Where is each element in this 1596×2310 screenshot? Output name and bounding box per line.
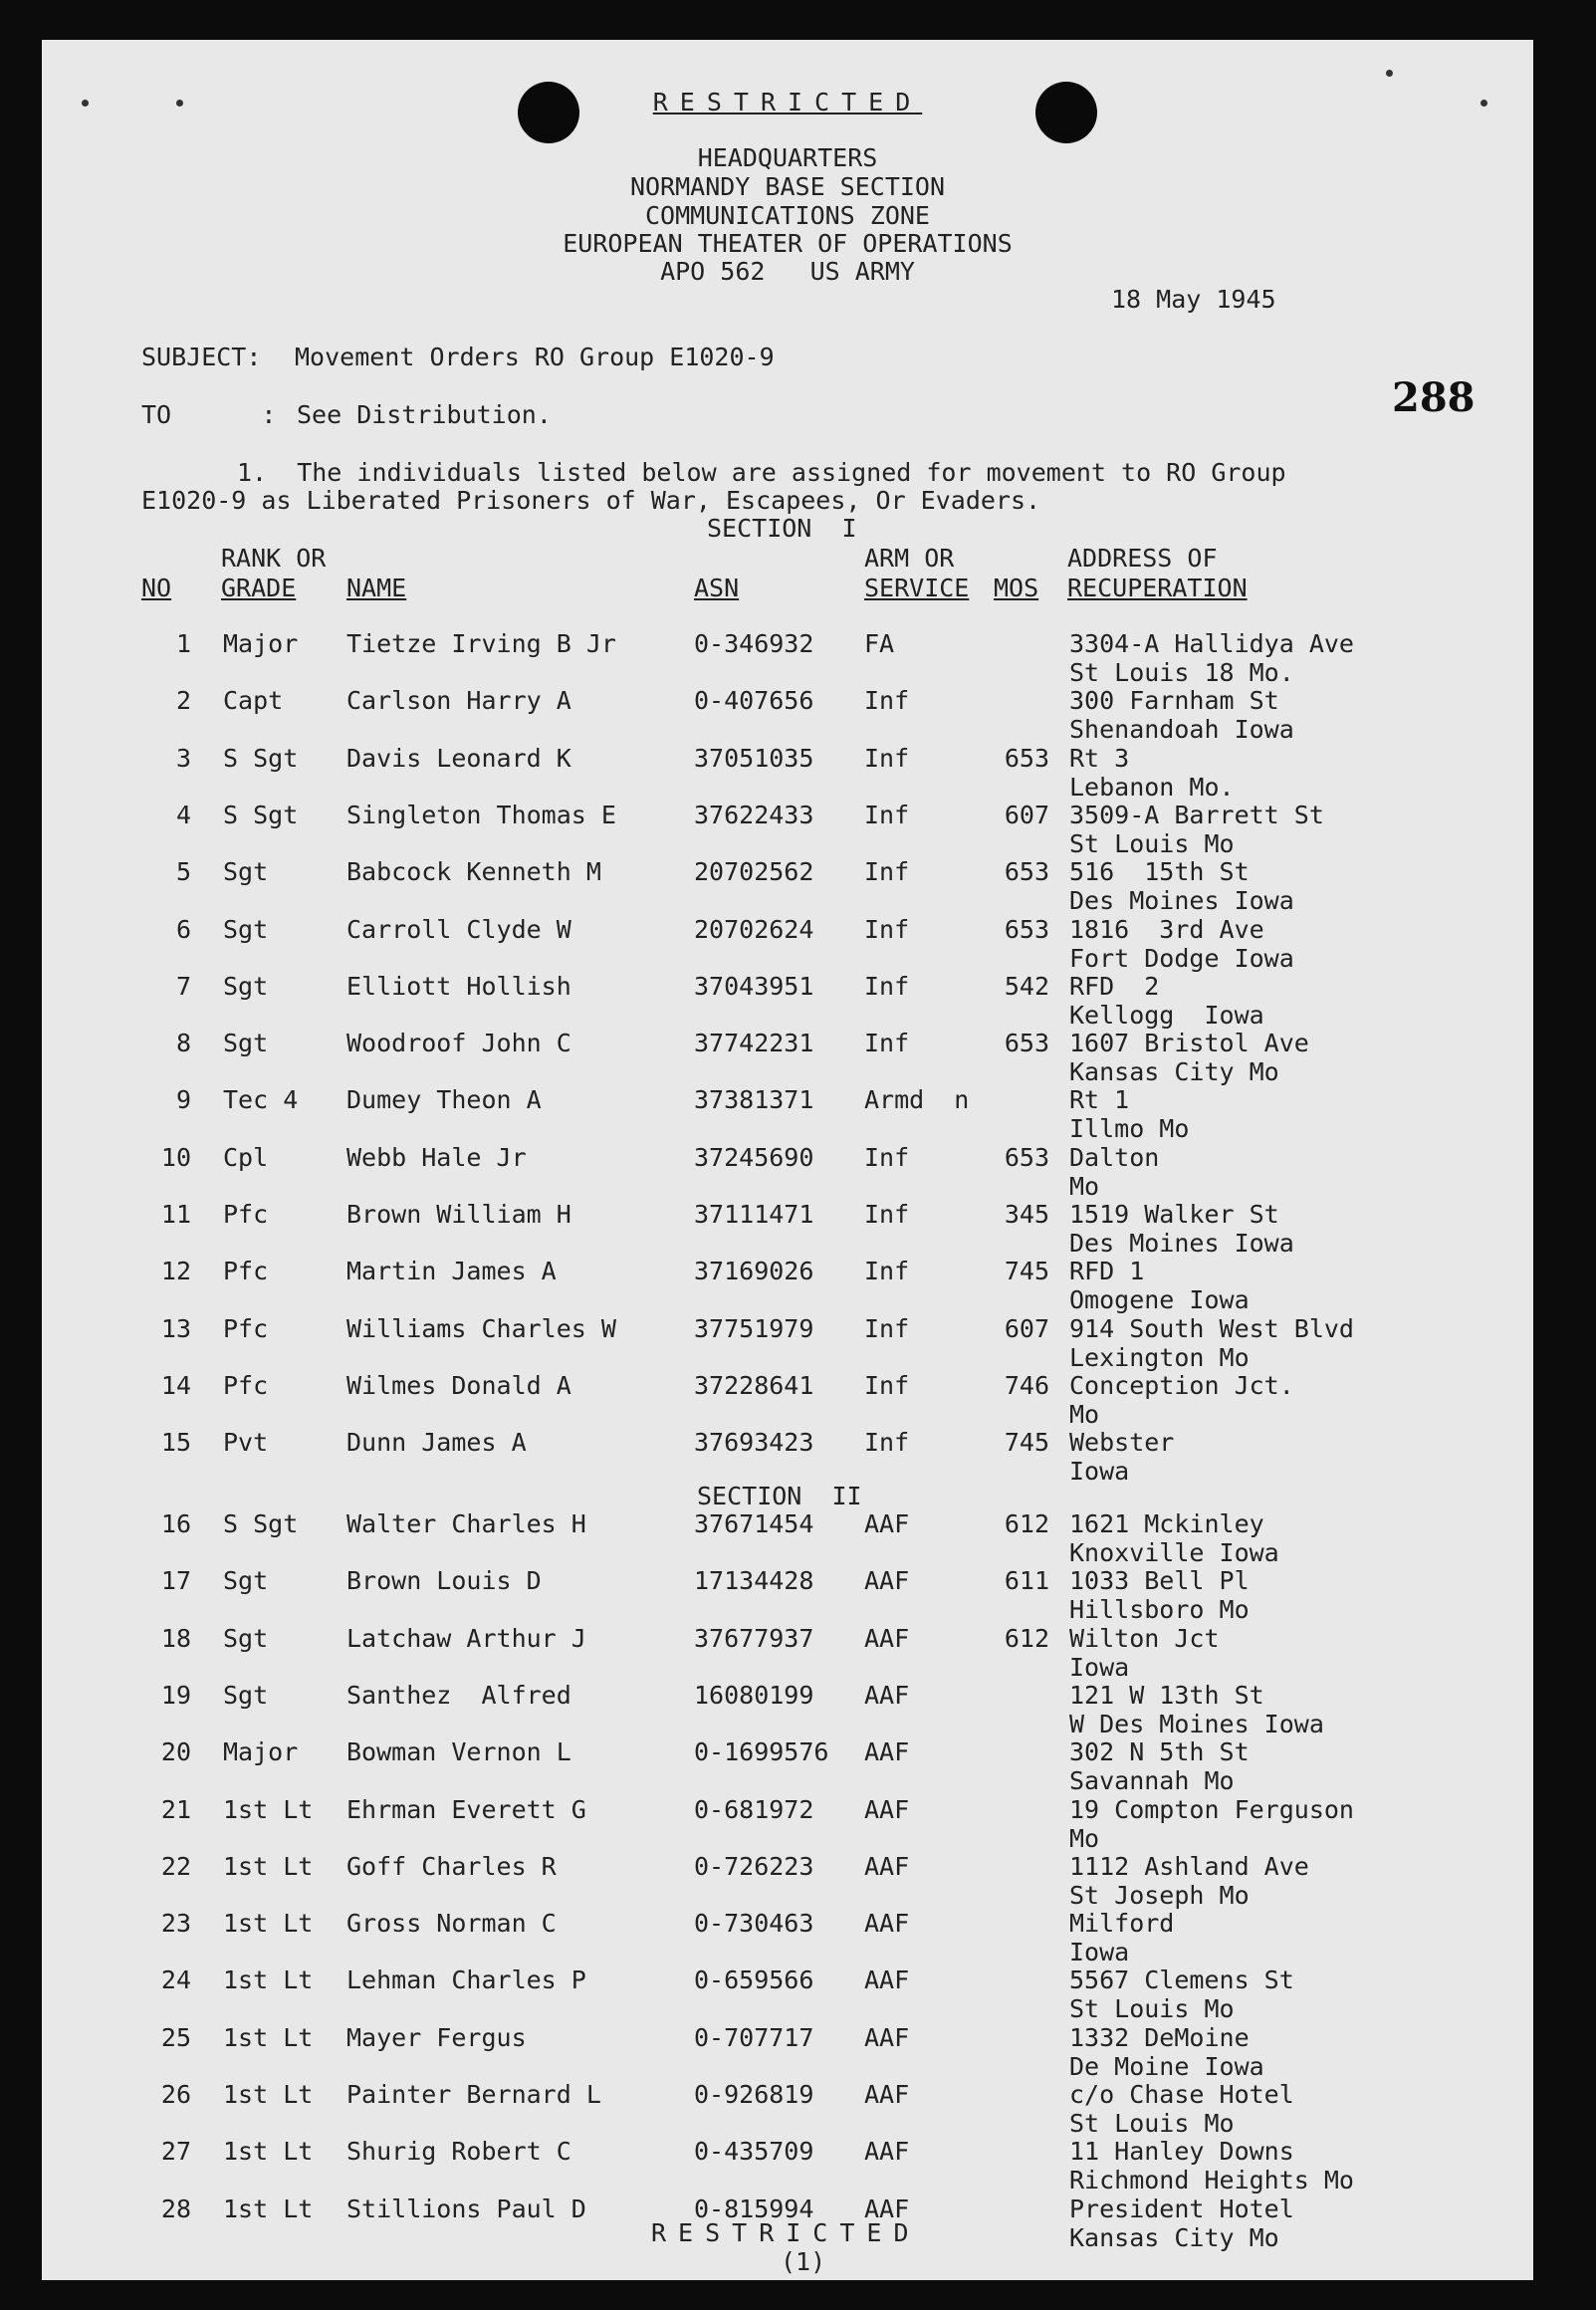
row-asn: 0-926819 (694, 2080, 814, 2109)
row-rank: 1st Lt (223, 2022, 314, 2052)
row-address-line-2: Kansas City Mo (1069, 1057, 1279, 1087)
footer-page: (1) (781, 2247, 826, 2276)
row-number: 7 (175, 971, 191, 1001)
row-number: 24 (160, 1965, 191, 1995)
row-name: Woodroof John C (346, 1029, 571, 1058)
row-address-line-1: Dalton (1069, 1142, 1160, 1172)
row-asn: 0-815994 (694, 2194, 814, 2223)
row-arm: AAF (864, 1623, 910, 1653)
header-no: NO (141, 574, 172, 602)
row-address-line-1: 1112 Ashland Ave (1069, 1851, 1309, 1881)
row-number: 25 (160, 2022, 191, 2052)
row-rank: S Sgt (223, 800, 299, 829)
row-name: Elliott Hollish (346, 971, 571, 1001)
row-asn: 16080199 (694, 1680, 814, 1710)
table-row (42, 1624, 1533, 1680)
row-address-line-1: 19 Compton Ferguson (1069, 1794, 1354, 1824)
row-asn: 20702562 (694, 857, 814, 887)
row-asn: 37677937 (694, 1623, 814, 1653)
row-name: Singleton Thomas E (346, 800, 616, 829)
row-arm: AAF (864, 1737, 910, 1767)
row-arm: AAF (864, 1909, 910, 1939)
row-asn: 0-681972 (694, 1794, 814, 1824)
row-arm: Inf (864, 1142, 910, 1172)
row-address-line-1: 300 Farnham St (1069, 686, 1279, 716)
table-row (42, 1795, 1533, 1851)
row-address-line-2: Knoxville Iowa (1069, 1538, 1279, 1567)
row-number: 23 (160, 1909, 191, 1939)
row-arm: Inf (864, 1370, 910, 1400)
row-asn: 37111471 (694, 1200, 814, 1229)
row-arm: AAF (864, 1566, 910, 1596)
table-row (42, 1965, 1533, 2024)
subject-text: Movement Orders RO Group E1020-9 (295, 343, 775, 371)
row-name: Walter Charles H (346, 1509, 586, 1538)
row-name: Santhez Alfred (346, 1680, 571, 1710)
letterhead-line-4: EUROPEAN THEATER OF OPERATIONS (563, 229, 1013, 258)
row-address-line-1: 3304-A Hallidya Ave (1069, 629, 1354, 658)
row-rank: Sgt (223, 1623, 269, 1653)
row-address-line-1: Wilton Jct (1069, 1623, 1220, 1653)
row-number: 27 (160, 2137, 191, 2167)
row-number: 26 (160, 2080, 191, 2109)
row-name: Gross Norman C (346, 1909, 557, 1939)
row-number: 20 (160, 1737, 191, 1767)
row-arm: Inf (864, 743, 910, 773)
speck (1481, 100, 1487, 107)
row-rank: Tec 4 (223, 1085, 299, 1115)
row-rank: Major (223, 629, 299, 658)
row-name: Davis Leonard K (346, 743, 571, 773)
row-name: Carroll Clyde W (346, 914, 571, 944)
row-address-line-1: 516 15th St (1069, 857, 1250, 887)
table-row (42, 629, 1533, 685)
table-row (42, 1566, 1533, 1625)
row-number: 28 (160, 2194, 191, 2223)
row-arm: Inf (864, 857, 910, 887)
table-row (42, 1200, 1533, 1256)
row-name: Shurig Robert C (346, 2137, 571, 2167)
table-row (42, 1852, 1533, 1908)
row-name: Goff Charles R (346, 1851, 557, 1881)
row-rank: Major (223, 1737, 299, 1767)
row-arm: Inf (864, 686, 910, 716)
row-number: 2 (175, 686, 191, 716)
row-address-line-2: Lebanon Mo. (1069, 772, 1235, 802)
row-asn: 0-659566 (694, 1965, 814, 1995)
row-address-line-1: RFD 1 (1069, 1257, 1145, 1286)
row-address-line-1: 1332 DeMoine (1069, 2022, 1250, 2052)
row-address-line-2: Richmond Heights Mo (1069, 2166, 1354, 2195)
row-address-line-1: 302 N 5th St (1069, 1737, 1250, 1767)
row-number: 16 (160, 1509, 191, 1538)
row-rank: Capt (223, 686, 284, 716)
row-mos: 653 (1004, 1142, 1049, 1172)
row-number: 9 (175, 1085, 191, 1115)
row-address-line-1: Rt 3 (1069, 743, 1130, 773)
row-address-line-2: Lexington Mo (1069, 1342, 1250, 1372)
row-address-line-1: 121 W 13th St (1069, 1680, 1264, 1710)
row-name: Ehrman Everett G (346, 1794, 586, 1824)
header-mos: MOS (994, 574, 1039, 602)
row-mos: 611 (1004, 1566, 1049, 1596)
row-asn: 37693423 (694, 1428, 814, 1458)
row-address-line-1: 1607 Bristol Ave (1069, 1029, 1309, 1058)
table-row (42, 1143, 1533, 1199)
classification-bottom: RESTRICTED (651, 2218, 921, 2247)
row-address-line-1: 1519 Walker St (1069, 1200, 1279, 1229)
row-arm: Inf (864, 971, 910, 1001)
row-name: Webb Hale Jr (346, 1142, 527, 1172)
row-mos: 653 (1004, 914, 1049, 944)
row-rank: 1st Lt (223, 1851, 314, 1881)
header-asn: ASN (694, 574, 740, 602)
letterhead-line-1: HEADQUARTERS (697, 143, 878, 172)
letterhead-line-3: COMMUNICATIONS ZONE (645, 201, 930, 230)
row-arm: AAF (864, 2194, 910, 2223)
row-asn: 37671454 (694, 1509, 814, 1538)
header-rank: RANK OR (221, 544, 327, 573)
to-text: See Distribution. (297, 400, 552, 429)
row-number: 8 (175, 1029, 191, 1058)
speck (82, 100, 89, 107)
table-row (42, 2137, 1533, 2193)
row-name: Mayer Fergus (346, 2022, 527, 2052)
row-number: 6 (175, 914, 191, 944)
table-row (42, 1681, 1533, 1736)
row-mos: 607 (1004, 800, 1049, 829)
row-address-line-1: 1621 Mckinley (1069, 1509, 1264, 1538)
row-address-line-2: Mo (1069, 1171, 1100, 1201)
row-mos: 653 (1004, 857, 1049, 887)
row-rank: 1st Lt (223, 1909, 314, 1939)
row-rank: Pfc (223, 1370, 269, 1400)
row-address-line-1: 1816 3rd Ave (1069, 914, 1264, 944)
row-asn: 0-707717 (694, 2022, 814, 2052)
row-rank: S Sgt (223, 1509, 299, 1538)
table-row (42, 1257, 1533, 1315)
row-asn: 20702624 (694, 914, 814, 944)
row-address-line-1: Conception Jct. (1069, 1370, 1294, 1400)
speck (1386, 70, 1393, 77)
row-address-line-2: St Joseph Mo (1069, 1880, 1250, 1910)
row-mos: 612 (1004, 1623, 1049, 1653)
row-rank: S Sgt (223, 743, 299, 773)
row-rank: Sgt (223, 1566, 269, 1596)
row-arm: AAF (864, 1965, 910, 1995)
row-name: Martin James A (346, 1257, 557, 1286)
row-arm: Armd n (864, 1085, 970, 1115)
row-arm: Inf (864, 1428, 910, 1458)
row-address-line-1: c/o Chase Hotel (1069, 2080, 1294, 2109)
table-row (42, 1085, 1533, 1144)
table-row (42, 1509, 1533, 1565)
table-row (42, 1909, 1533, 1967)
row-asn: 17134428 (694, 1566, 814, 1596)
row-rank: Sgt (223, 914, 269, 944)
row-address-line-1: Rt 1 (1069, 1085, 1130, 1115)
row-arm: AAF (864, 2137, 910, 2167)
row-asn: 0-435709 (694, 2137, 814, 2167)
row-rank: Pfc (223, 1200, 269, 1229)
row-asn: 37622433 (694, 800, 814, 829)
row-mos: 607 (1004, 1313, 1049, 1343)
header-arm: ARM OR (864, 544, 955, 573)
letterhead-line-5: APO 562 US ARMY (660, 257, 915, 286)
row-rank: Pfc (223, 1257, 269, 1286)
row-name: Dumey Theon A (346, 1085, 542, 1115)
row-address-line-2: St Louis Mo (1069, 2109, 1235, 2138)
header-grade: GRADE (221, 574, 297, 602)
page-number: 288 (1392, 374, 1476, 421)
row-address-line-2: Illmo Mo (1069, 1114, 1190, 1144)
row-name: Carlson Harry A (346, 686, 571, 716)
table-row (42, 857, 1533, 916)
row-address-line-1: RFD 2 (1069, 971, 1160, 1001)
row-number: 12 (160, 1257, 191, 1286)
row-mos: 746 (1004, 1370, 1049, 1400)
row-address-line-2: St Louis 18 Mo. (1069, 658, 1294, 687)
row-number: 1 (175, 629, 191, 658)
row-name: Williams Charles W (346, 1313, 616, 1343)
row-mos: 653 (1004, 743, 1049, 773)
row-address-line-1: 1033 Bell Pl (1069, 1566, 1250, 1596)
table-row (42, 915, 1533, 971)
row-address-line-2: Mo (1069, 1399, 1100, 1429)
row-address-line-1: 5567 Clemens St (1069, 1965, 1294, 1995)
row-arm: AAF (864, 1794, 910, 1824)
row-rank: 1st Lt (223, 2080, 314, 2109)
row-address-line-2: De Moine Iowa (1069, 2051, 1264, 2081)
paragraph-1-line-2: E1020-9 as Liberated Prisoners of War, Escapees, Or Evaders. (141, 486, 1041, 515)
row-name: Brown Louis D (346, 1566, 542, 1596)
row-address-line-1: 11 Hanley Downs (1069, 2137, 1294, 2167)
table-row (42, 1737, 1533, 1796)
row-mos: 345 (1004, 1200, 1049, 1229)
row-number: 3 (175, 743, 191, 773)
row-asn: 37245690 (694, 1142, 814, 1172)
row-address-line-2: Savannah Mo (1069, 1766, 1235, 1796)
row-mos: 612 (1004, 1509, 1049, 1538)
row-number: 22 (160, 1851, 191, 1881)
row-address-line-2: Omogene Iowa (1069, 1285, 1250, 1315)
row-rank: Pvt (223, 1428, 269, 1458)
row-address-line-1: 3509-A Barrett St (1069, 800, 1324, 829)
row-mos: 745 (1004, 1257, 1049, 1286)
row-arm: AAF (864, 2022, 910, 2052)
row-address-line-2: W Des Moines Iowa (1069, 1709, 1324, 1738)
row-address-line-2: Mo (1069, 1823, 1100, 1853)
row-asn: 37051035 (694, 743, 814, 773)
row-number: 14 (160, 1370, 191, 1400)
row-arm: Inf (864, 800, 910, 829)
row-name: Babcock Kenneth M (346, 857, 601, 887)
row-name: Bowman Vernon L (346, 1737, 571, 1767)
row-address-line-2: Iowa (1069, 1652, 1130, 1682)
row-number: 13 (160, 1313, 191, 1343)
row-asn: 37751979 (694, 1313, 814, 1343)
row-number: 18 (160, 1623, 191, 1653)
row-address-line-2: Hillsboro Mo (1069, 1595, 1250, 1625)
row-name: Lehman Charles P (346, 1965, 586, 1995)
row-arm: FA (864, 629, 895, 658)
row-asn: 0-346932 (694, 629, 814, 658)
section-1-label: SECTION I (707, 514, 857, 543)
row-number: 15 (160, 1428, 191, 1458)
header-service: SERVICE (864, 574, 970, 602)
row-number: 10 (160, 1142, 191, 1172)
row-asn: 37381371 (694, 1085, 814, 1115)
table-row (42, 2080, 1533, 2136)
row-address-line-1: President Hotel (1069, 2194, 1294, 2223)
row-asn: 37043951 (694, 971, 814, 1001)
table-row (42, 1371, 1533, 1427)
row-rank: Cpl (223, 1142, 269, 1172)
row-rank: 1st Lt (223, 1794, 314, 1824)
table-row (42, 744, 1533, 800)
row-address-line-1: Webster (1069, 1428, 1175, 1458)
row-rank: Sgt (223, 1680, 269, 1710)
subject-label: SUBJECT: (141, 343, 262, 371)
row-name: Dunn James A (346, 1428, 527, 1458)
row-arm: AAF (864, 1509, 910, 1538)
row-number: 21 (160, 1794, 191, 1824)
row-address-line-2: Fort Dodge Iowa (1069, 943, 1294, 973)
header-name: NAME (346, 574, 407, 602)
row-arm: AAF (864, 1680, 910, 1710)
table-row (42, 2023, 1533, 2079)
row-number: 17 (160, 1566, 191, 1596)
row-address-line-1: Milford (1069, 1909, 1175, 1939)
row-address-line-2: Iowa (1069, 1457, 1130, 1487)
row-name: Wilmes Donald A (346, 1370, 571, 1400)
row-name: Stillions Paul D (346, 2194, 586, 2223)
row-address-line-1: 914 South West Blvd (1069, 1313, 1354, 1343)
row-arm: Inf (864, 1029, 910, 1058)
row-address-line-2: Kansas City Mo (1069, 2222, 1279, 2252)
letterhead-line-2: NORMANDY BASE SECTION (629, 172, 946, 201)
row-rank: 1st Lt (223, 1965, 314, 1995)
row-arm: Inf (864, 1200, 910, 1229)
table-row (42, 1314, 1533, 1370)
row-address-line-2: Des Moines Iowa (1069, 1229, 1294, 1258)
row-asn: 37228641 (694, 1370, 814, 1400)
table-row (42, 801, 1533, 856)
to-label: TO : (141, 400, 277, 429)
row-address-line-2: Shenandoah Iowa (1069, 715, 1294, 745)
row-asn: 37169026 (694, 1257, 814, 1286)
row-address-line-2: St Louis Mo (1069, 1994, 1235, 2024)
row-asn: 0-407656 (694, 686, 814, 716)
row-mos: 542 (1004, 971, 1049, 1001)
row-arm: Inf (864, 1257, 910, 1286)
row-rank: 1st Lt (223, 2194, 314, 2223)
classification-top: RESTRICTED (652, 88, 923, 116)
row-arm: Inf (864, 914, 910, 944)
row-rank: Sgt (223, 857, 269, 887)
document-page (42, 40, 1533, 2280)
row-rank: Sgt (223, 1029, 269, 1058)
row-address-line-2: Des Moines Iowa (1069, 886, 1294, 916)
row-arm: AAF (864, 2080, 910, 2109)
row-address-line-2: Kellogg Iowa (1069, 1000, 1264, 1030)
row-address-line-2: Iowa (1069, 1938, 1130, 1967)
row-name: Brown William H (346, 1200, 571, 1229)
row-number: 11 (160, 1200, 191, 1229)
table-row (42, 1029, 1533, 1087)
row-name: Tietze Irving B Jr (346, 629, 616, 658)
speck (176, 100, 183, 107)
row-number: 5 (175, 857, 191, 887)
row-arm: Inf (864, 1313, 910, 1343)
document-date: 18 May 1945 (1111, 285, 1276, 314)
row-mos: 745 (1004, 1428, 1049, 1458)
row-name: Latchaw Arthur J (346, 1623, 586, 1653)
header-recuperation: RECUPERATION (1067, 574, 1248, 602)
row-asn: 0-1699576 (694, 1737, 829, 1767)
header-address: ADDRESS OF (1067, 544, 1218, 573)
row-asn: 37742231 (694, 1029, 814, 1058)
row-mos: 653 (1004, 1029, 1049, 1058)
row-asn: 0-730463 (694, 1909, 814, 1939)
section-2-label: SECTION II (697, 1482, 862, 1510)
row-address-line-2: St Louis Mo (1069, 828, 1235, 858)
row-rank: 1st Lt (223, 2137, 314, 2167)
row-number: 19 (160, 1680, 191, 1710)
row-number: 4 (175, 800, 191, 829)
paragraph-1-line-1: 1. The individuals listed below are assigned for movement to RO Group (237, 458, 1286, 487)
row-rank: Pfc (223, 1313, 269, 1343)
row-asn: 0-726223 (694, 1851, 814, 1881)
table-row (42, 1428, 1533, 1487)
table-row (42, 972, 1533, 1028)
table-row (42, 686, 1533, 745)
row-arm: AAF (864, 1851, 910, 1881)
row-rank: Sgt (223, 971, 269, 1001)
row-name: Painter Bernard L (346, 2080, 601, 2109)
